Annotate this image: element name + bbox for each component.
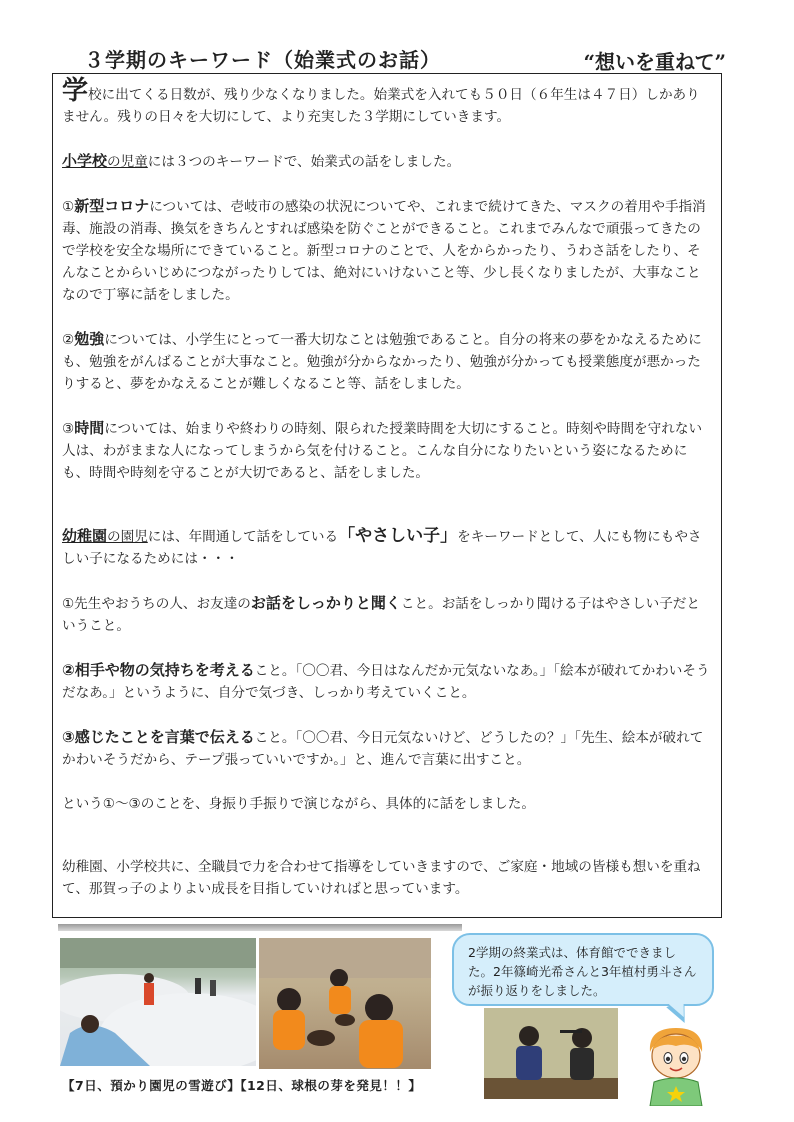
elementary-item-corona: ①新型コロナについては、壱岐市の感染の状況についてや、これまで続けてきた、マスクの着用や手指消毒、施設の消毒、換気をきちんとすれば感染を防ぐことができること。これまでみんなで頑張ってきたので学校を安全な場所にできていること。新型コロナのことで、人をからかったり、うわさ話をしたり、そんなことからいじめにつながったりしては、絶対にいけないこと等、少し長くなりましたが、大事なことなので丁寧に話をしました。 bbox=[62, 197, 706, 303]
child-mascot-icon bbox=[636, 1022, 716, 1106]
bulb-sprout-photo bbox=[259, 938, 431, 1069]
closing-ceremony-photo bbox=[484, 1008, 618, 1099]
intro-paragraph: 学校に出てくる日数が、残り少なくなりました。始業式を入れても５０日（６年生は４７日）しかありません。残りの日々を大切にして、より充実した３学期にしていきます。 bbox=[62, 76, 700, 125]
kinder-heading: 幼稚園の園児には、年間通して話をしている「やさしい子」をキーワードとして、人にも物にもやさしい子になるためには・・・ bbox=[62, 526, 702, 567]
divider-strip bbox=[58, 924, 462, 931]
elementary-heading: 小学校の児童には３つのキーワードで、始業式の話をしました。 bbox=[62, 152, 461, 170]
elementary-item-study: ②勉強については、小学生にとって一番大切なことは勉強であること。自分の将来の夢をかなえるためにも、勉強をがんばることが大事なこと。勉強が分からなかったり、勉強が分かっても授業態度が悪かったりすると、夢をかなえることが難しくなること等、話をしました。 bbox=[62, 330, 702, 392]
closing-paragraph: 幼稚園、小学校共に、全職員で力を合わせて指導をしていきますので、ご家庭・地域の皆様も想いを重ねて、那賀っ子のよりよい成長を目指していければと思っています。 bbox=[62, 859, 701, 897]
dropcap: 学 bbox=[62, 76, 89, 106]
kinder-summary: という①～③のことを、身振り手振りで演じながら、具体的に話をしました。 bbox=[62, 796, 535, 812]
bubble-text: 2学期の終業式は、体育館でできました。2年篠崎光希さんと3年植村勇斗さんが振り返りをしました。 bbox=[468, 945, 697, 998]
photo-captions: 【7日、預かり園児の雪遊び】【12日、球根の芽を発見！！】 bbox=[62, 1078, 422, 1093]
kinder-item-words: ③感じたことを言葉で伝えること。「〇〇君、今日元気ないけど、どうしたの？」「先生、絵本が破れてかわいそうだから、テープ張っていいですか。」と、進んで言葉に出すこと。 bbox=[62, 728, 704, 768]
article-body bbox=[62, 76, 710, 900]
speech-bubble bbox=[452, 933, 714, 1006]
page-title: ３学期のキーワード（始業式のお話） bbox=[84, 48, 441, 72]
kinder-item-listen: ①先生やおうちの人、お友達のお話をしっかりと聞くこと。お話をしっかり聞ける子はやさしい子だということ。 bbox=[62, 594, 700, 634]
kinder-item-feelings: ②相手や物の気持ちを考えること。「〇〇君、今日はなんだか元気ないなあ。」「絵本が破れてかわいそうだなあ。」というように、自分で気づき、しっかり考えていくこと。 bbox=[62, 661, 710, 701]
snow-play-photo bbox=[60, 938, 256, 1066]
elementary-item-time: ③時間については、始まりや終わりの時刻、限られた授業時間を大切にすること。時刻や時間を守れない人は、わがままな人になってしまうから気を付けること。こんな自分になりたいという姿になるためにも、時間や時刻を守ることが大切であると、話をしました。 bbox=[62, 419, 703, 481]
tagline: “想いを重ねて” bbox=[583, 50, 726, 74]
